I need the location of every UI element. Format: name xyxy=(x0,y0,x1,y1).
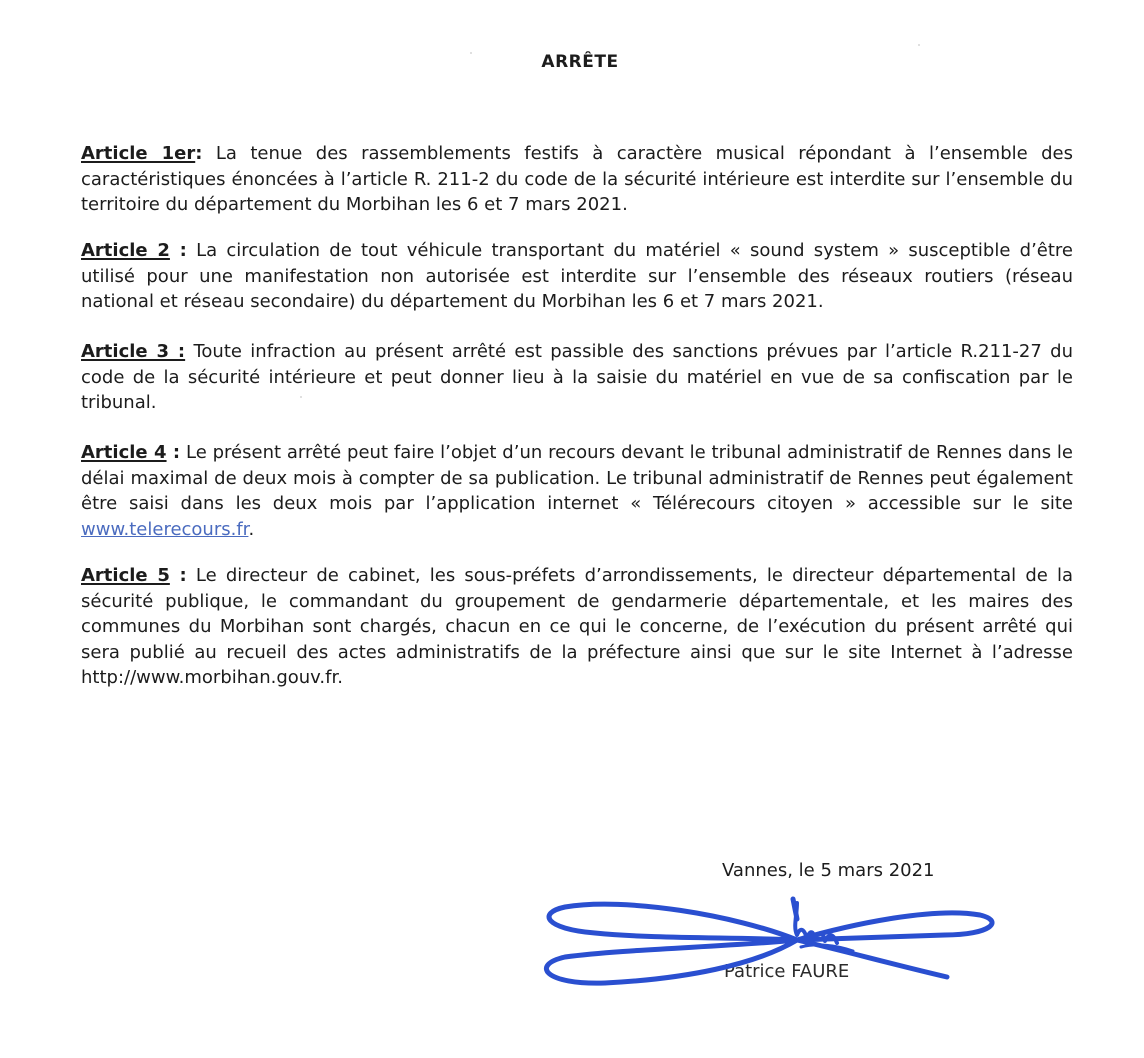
article-separator: : xyxy=(166,442,181,463)
scan-speck xyxy=(300,396,302,398)
article-text: Le directeur de cabinet, les sous-préfets d’arrondissements, le directeur départemental de la sécurité publique, le commandant du groupement de gendarmerie départementale, et les maires des communes du Morbihan sont chargés, chacun en ce qui le concerne, de l’exécution du présent arrêté qui sera publié au recueil des actes administratifs de la préfecture ainsi que sur le site Internet à l’adresse http://www.morbihan.gouv.fr. xyxy=(81,565,1074,688)
article-label: Article 5 xyxy=(81,565,170,586)
article-label: Article 3 : xyxy=(81,341,186,362)
article-4 xyxy=(81,440,1073,542)
signatory-name: Patrice FAURE xyxy=(724,961,850,982)
article-label: Article 2 xyxy=(81,240,170,261)
article-label: Article 4 xyxy=(81,442,167,463)
article-text: Toute infraction au présent arrêté est passible des sanctions prévues par l’article R.211-27 du code de la sécurité intérieure et peut donner lieu à la saisie du matériel en vue de sa confiscation par le tribunal. xyxy=(81,341,1073,413)
document-title: ARRÊTE xyxy=(541,52,619,72)
place-date: Vannes, le 5 mars 2021 xyxy=(722,860,935,881)
article-3 xyxy=(81,339,1073,416)
article-text: La tenue des rassemblements festifs à caractère musical répondant à l’ensemble des caractéristiques énoncées à l’article R. 211-2 du code de la sécurité intérieure est interdite sur l’ensemble du territoire du département du Morbihan les 6 et 7 mars 2021. xyxy=(81,143,1073,215)
article-separator: : xyxy=(169,565,187,586)
article-text: Le présent arrêté peut faire l’objet d’un recours devant le tribunal administratif de Rennes dans le délai maximal de deux mois à compter de sa publication. Le tribunal administratif de Rennes peut également être saisi dans les deux mois par l’application internet « Télérecours citoyen » accessible sur le site xyxy=(81,442,1074,514)
article-text-end: . xyxy=(248,518,255,540)
article-text: La circulation de tout véhicule transportant du matériel « sound system » susceptible d’être utilisé pour une manifestation non autorisée est interdite sur l’ensemble des réseaux routiers (réseau national et réseau secondaire) du département du Morbihan les 6 et 7 mars 2021. xyxy=(81,240,1073,312)
handwritten-signature xyxy=(535,885,1005,1000)
scan-speck xyxy=(918,44,920,46)
article-label: Article 1er xyxy=(81,143,196,164)
article-separator: : xyxy=(169,240,187,261)
scan-speck xyxy=(470,52,472,54)
telerecours-link[interactable]: www.telerecours.fr xyxy=(81,518,249,540)
article-5 xyxy=(81,563,1073,691)
article-separator: : xyxy=(195,143,203,164)
article-2 xyxy=(81,238,1073,315)
article-1 xyxy=(81,141,1073,218)
